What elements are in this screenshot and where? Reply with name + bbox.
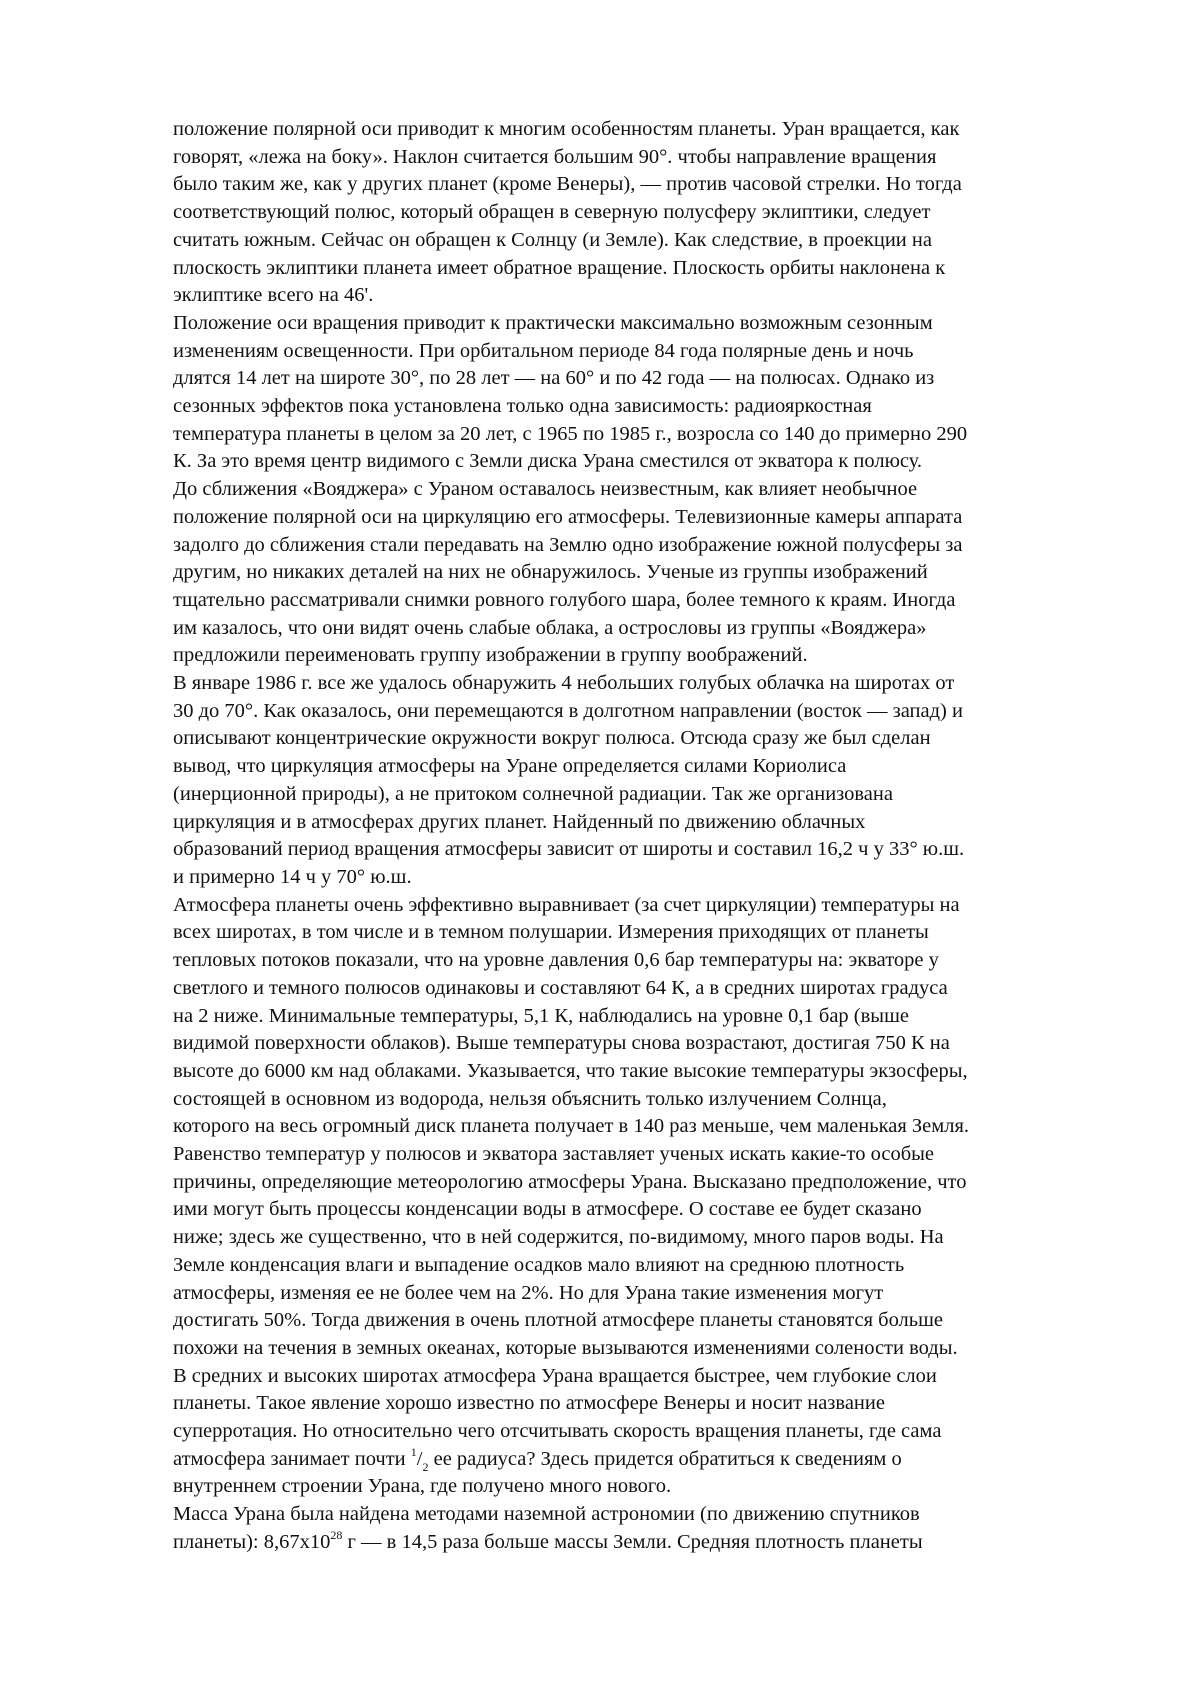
fraction-numerator: 1 bbox=[410, 1444, 417, 1459]
text-line: суперротация. Но относительно чего отсчитывать скорость вращения планеты, где сама bbox=[173, 1420, 942, 1443]
text-line: Земле конденсация влаги и выпадение осадков мало влияют на среднюю плотность bbox=[173, 1253, 905, 1276]
fraction-slash: / bbox=[416, 1447, 423, 1470]
text-line: внутреннем строении Урана, где получено много нового. bbox=[173, 1475, 672, 1498]
text-line: планеты. Такое явление хорошо известно по атмосфере Венеры и носит название bbox=[173, 1392, 885, 1415]
text-line: ими могут быть процессы конденсации воды в атмосфере. О составе ее будет сказано bbox=[173, 1198, 922, 1221]
text-line: положение полярной оси приводит к многим особенностям планеты. Уран вращается, как bbox=[173, 118, 960, 140]
fraction-denominator: 2 bbox=[422, 1459, 429, 1474]
document-page bbox=[173, 116, 1133, 1557]
text-line: изменениям освещенности. При орбитальном периоде 84 года полярные день и ночь bbox=[173, 339, 914, 362]
text-line: К. За это время центр видимого с Земли диска Урана сместился от экватора к полюсу. bbox=[173, 450, 923, 473]
text-line: было таким же, как у других планет (кроме Венеры), — против часовой стрелки. Но тогда bbox=[173, 173, 962, 196]
fraction-line-before: атмосфера занимает почти bbox=[173, 1447, 411, 1470]
text-line: им казалось, что они видят очень слабые облака, а острословы из группы «Вояджера» bbox=[173, 616, 927, 639]
text-line: длятся 14 лет на широте 30°, по 28 лет — на 60° и по 42 года — на полюсах. Однако из bbox=[173, 367, 935, 390]
fraction-line-after: ее радиуса? Здесь придется обратиться к сведениям о bbox=[428, 1447, 902, 1470]
text-line: 30 до 70°. Как оказалось, они перемещаются в долготном направлении (восток — запад) и bbox=[173, 699, 963, 722]
paragraph bbox=[173, 310, 1133, 476]
text-line: светлого и темного полюсов одинаковы и составляют 64 К, а в средних широтах градуса bbox=[173, 976, 948, 999]
text-line: циркуляция и в атмосферах других планет. Найденный по движению облачных bbox=[173, 810, 866, 833]
text-line: Масса Урана была найдена методами наземной астрономии (по движению спутников bbox=[173, 1503, 920, 1526]
text-line: До сближения «Вояджера» с Ураном оставалось неизвестным, как влияет необычное bbox=[173, 478, 918, 501]
text-line: достигать 50%. Тогда движения в очень плотной атмосфере планеты становятся больше bbox=[173, 1309, 944, 1332]
exponent-line-before: планеты): 8,67x10 bbox=[173, 1530, 331, 1553]
text-line: видимой поверхности облаков). Выше температуры снова возрастают, достигая 750 К на bbox=[173, 1032, 950, 1055]
exponent: 28 bbox=[330, 1528, 343, 1543]
text-line: температура планеты в целом за 20 лет, с 1965 по 1985 г., возросла со 140 до примерно 290 bbox=[173, 422, 968, 445]
text-line: всех широтах, в том числе и в темном полушарии. Измерения приходящих от планеты bbox=[173, 921, 929, 944]
text-line: соответствующий полюс, который обращен в северную полусферу эклиптики, следует bbox=[173, 201, 931, 224]
text-line: образований период вращения атмосферы зависит от широты и составил 16,2 ч у 33° ю.ш. bbox=[173, 838, 965, 861]
text-line: говорят, «лежа на боку». Наклон считается большим 90°. чтобы направление вращения bbox=[173, 145, 937, 168]
text-line: считать южным. Сейчас он обращен к Солнцу (и Земле). Как следствие, в проекции на bbox=[173, 228, 932, 251]
exponent-line-after: г — в 14,5 раза больше массы Земли. Средняя плотность планеты bbox=[342, 1530, 923, 1553]
text-line: В январе 1986 г. все же удалось обнаружить 4 небольших голубых облачка на широтах от bbox=[173, 672, 955, 695]
text-line: описывают концентрические окружности вокруг полюса. Отсюда сразу же был сделан bbox=[173, 727, 931, 750]
text-line: тепловых потоков показали, что на уровне давления 0,6 бар температуры на: экваторе у bbox=[173, 949, 939, 972]
text-line: Равенство температур у полюсов и экватора заставляет ученых искать какие-то особые bbox=[173, 1143, 935, 1166]
text-line: Положение оси вращения приводит к практически максимально возможным сезонным bbox=[173, 311, 933, 334]
text-line: Атмосфера планеты очень эффективно выравнивает (за счет циркуляции) температуры на bbox=[173, 893, 960, 916]
text-line: эклиптике всего на 46'. bbox=[173, 284, 374, 307]
text-line: высоте до 6000 км над облаками. Указывается, что такие высокие температуры экзосферы, bbox=[173, 1059, 968, 1082]
text-line: другим, но никаких деталей на них не обнаружилось. Ученые из группы изображений bbox=[173, 561, 928, 584]
paragraph bbox=[173, 116, 1133, 310]
text-line: сезонных эффектов пока установлена только одна зависимость: радиояркостная bbox=[173, 395, 872, 418]
text-line: В средних и высоких широтах атмосфера Урана вращается быстрее, чем глубокие слои bbox=[173, 1364, 937, 1387]
text-line: состоящей в основном из водорода, нельзя объяснить только излучением Солнца, bbox=[173, 1087, 887, 1110]
text-line: тщательно рассматривали снимки ровного голубого шара, более темного к краям. Иногда bbox=[173, 588, 956, 611]
text-line: и примерно 14 ч у 70° ю.ш. bbox=[173, 865, 412, 888]
text-line: на 2 ниже. Минимальные температуры, 5,1 К, наблюдались на уровне 0,1 бар (выше bbox=[173, 1004, 909, 1027]
paragraph bbox=[173, 1501, 1133, 1556]
text-line: атмосферы, изменяя ее не более чем на 2%. Но для Урана такие изменения могут bbox=[173, 1281, 884, 1304]
text-line-with-exponent bbox=[173, 1529, 1133, 1557]
paragraph bbox=[173, 670, 1133, 892]
text-line: причины, определяющие метеорологию атмосферы Урана. Высказано предположение, что bbox=[173, 1170, 967, 1193]
text-line: вывод, что циркуляция атмосферы на Уране определяется силами Кориолиса bbox=[173, 755, 847, 778]
text-line: ниже; здесь же существенно, что в ней содержится, по-видимому, много паров воды. На bbox=[173, 1226, 944, 1249]
paragraph bbox=[173, 892, 1133, 1501]
text-line: похожи на течения в земных океанах, которые вызываются изменениями солености воды. bbox=[173, 1336, 958, 1359]
text-line: положение полярной оси на циркуляцию его атмосферы. Телевизионные камеры аппарата bbox=[173, 505, 963, 528]
text-line: которого на весь огромный диск планета получает в 140 раз меньше, чем маленькая Земля. bbox=[173, 1115, 970, 1138]
text-line: (инерционной природы), а не притоком солнечной радиации. Так же организована bbox=[173, 782, 893, 805]
text-line-with-fraction bbox=[173, 1446, 1133, 1474]
text-line: задолго до сближения стали передавать на Землю одно изображение южной полусферы за bbox=[173, 533, 963, 556]
text-line: предложили переименовать группу изображении в группу воображений. bbox=[173, 644, 808, 667]
text-line: плоскость эклиптики планета имеет обратное вращение. Плоскость орбиты наклонена к bbox=[173, 256, 946, 279]
paragraph bbox=[173, 476, 1133, 670]
